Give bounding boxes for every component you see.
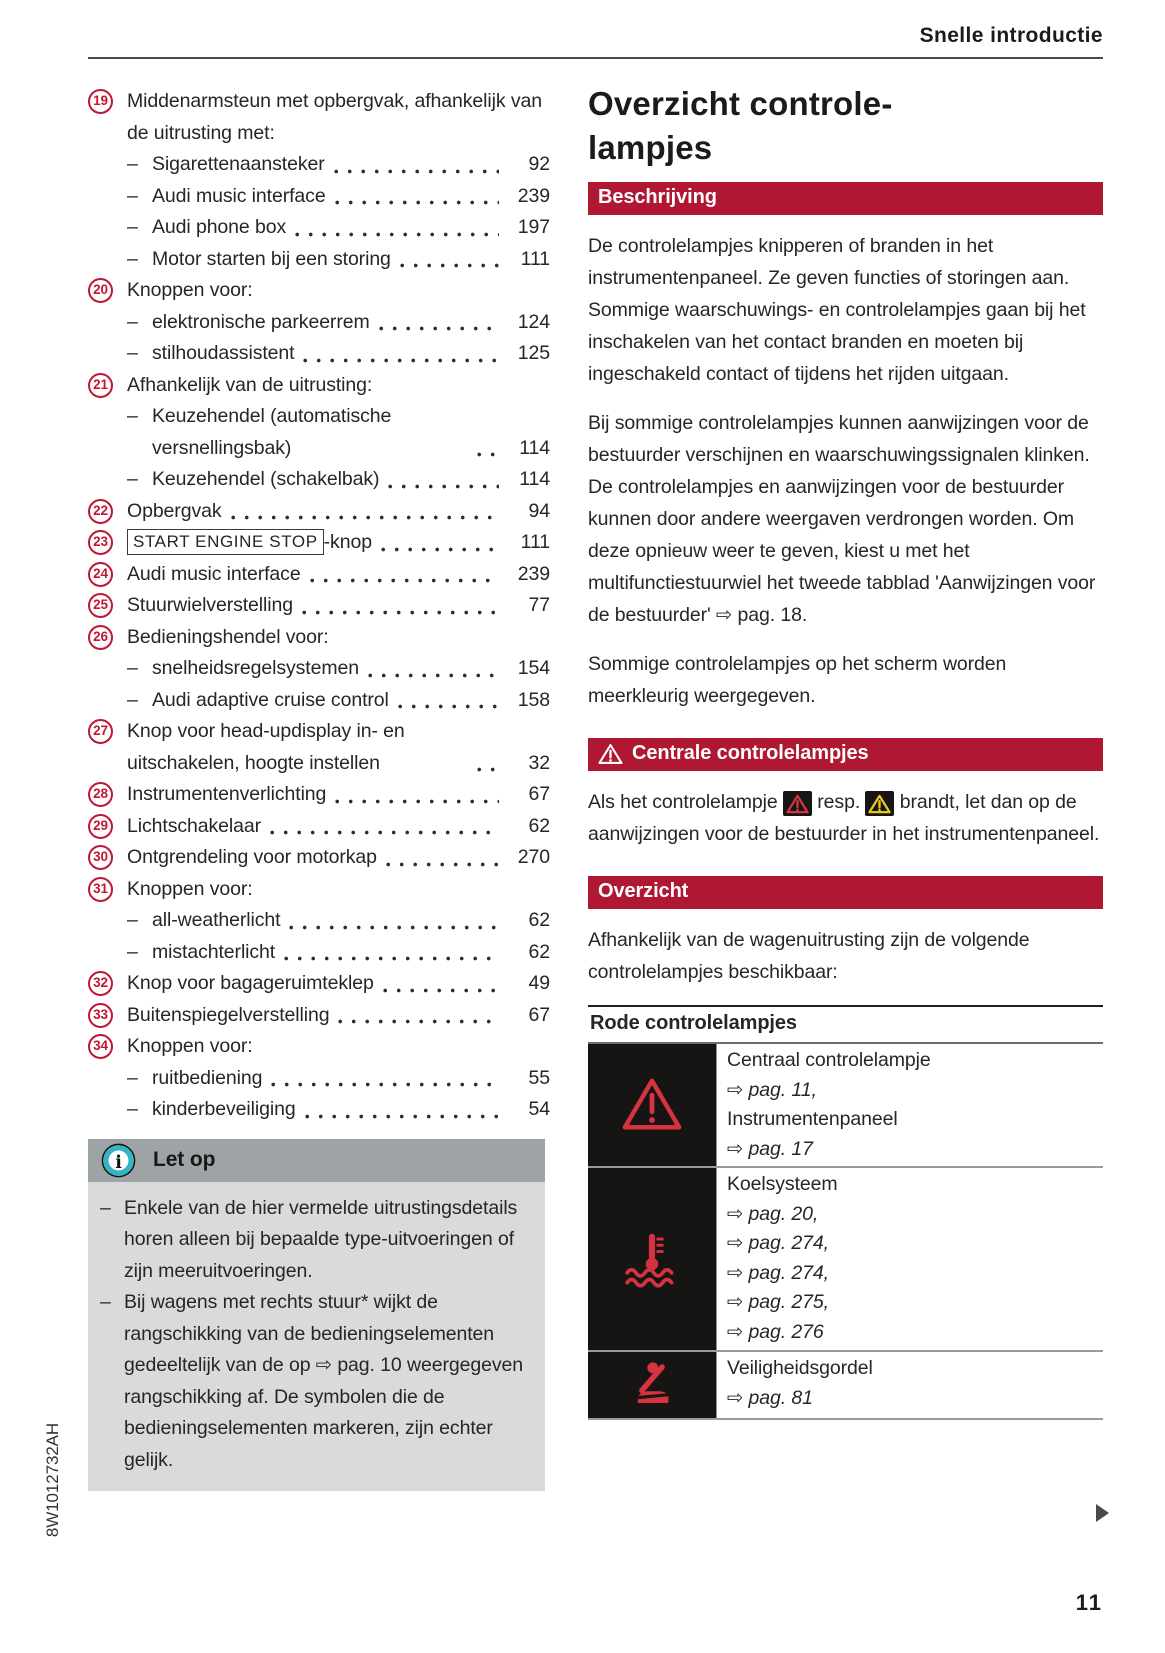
toc-item bbox=[88, 968, 550, 1000]
leader-dots bbox=[289, 924, 499, 931]
leader-dots bbox=[295, 231, 499, 238]
entry-label: Sigarettenaansteker bbox=[152, 153, 325, 175]
toc-sub-item bbox=[88, 401, 550, 464]
note-bullet bbox=[100, 1193, 533, 1288]
toc-item bbox=[88, 1000, 550, 1032]
leader-dots bbox=[303, 357, 499, 364]
page-reference-number: 154 bbox=[517, 657, 550, 679]
leader-dots bbox=[379, 325, 499, 332]
indicator-label: Instrumentenpaneel bbox=[727, 1108, 898, 1130]
item-number-badge: 20 bbox=[88, 278, 113, 303]
svg-text:i: i bbox=[115, 1152, 122, 1173]
item-number-badge: 23 bbox=[88, 530, 113, 555]
page-reference: ⇨ pag. 81 bbox=[727, 1386, 813, 1409]
toc-item bbox=[88, 842, 550, 874]
section-heading-overzicht bbox=[588, 876, 1103, 909]
page-reference-number: 239 bbox=[517, 562, 550, 585]
leader-dots bbox=[381, 546, 499, 553]
paragraph: Afhankelijk van de wagenuitrusting zijn de volgende controlelampjes beschikbaar: bbox=[588, 929, 1030, 983]
toc-item bbox=[88, 590, 550, 622]
page-reference-number: 111 bbox=[520, 531, 550, 553]
article-title bbox=[588, 82, 1103, 170]
document-code: 8W1012732AH bbox=[43, 1422, 62, 1538]
entry-label: Audi music interface bbox=[152, 184, 326, 207]
page-reference: ⇨ pag. 17 bbox=[727, 1137, 813, 1160]
page-number: 11 bbox=[1075, 1590, 1103, 1615]
leader-dots bbox=[398, 703, 499, 710]
page-reference-number: 62 bbox=[528, 909, 550, 931]
toc-sub-item bbox=[88, 1094, 550, 1126]
toc-sub-item bbox=[88, 685, 550, 717]
dash-bullet: – bbox=[127, 1098, 138, 1120]
page-reference-number: 77 bbox=[528, 594, 550, 616]
item-number-badge: 28 bbox=[88, 782, 113, 807]
leader-dots bbox=[310, 577, 499, 584]
seatbelt-indicator-icon bbox=[588, 1352, 717, 1418]
page-reference: ⇨ pag. 274, bbox=[727, 1261, 829, 1284]
page-reference-number: 111 bbox=[520, 247, 550, 270]
leader-dots bbox=[270, 829, 499, 836]
dash-bullet: – bbox=[100, 1291, 111, 1313]
entry-label-suffix: -knop bbox=[323, 531, 372, 553]
entry-label: Bedieningshendel voor: bbox=[127, 625, 329, 648]
warning-triangle-icon bbox=[598, 743, 623, 765]
entry-label: Knop voor bagageruimteklep bbox=[127, 972, 374, 994]
table-row bbox=[588, 1352, 1103, 1420]
start-engine-stop-button-label: START ENGINE STOP bbox=[127, 529, 324, 555]
item-number-badge: 21 bbox=[88, 373, 113, 398]
entry-label: all-weatherlicht bbox=[152, 909, 281, 931]
table-title: Rode controlelampjes bbox=[588, 1007, 1103, 1044]
header-rule bbox=[88, 57, 1103, 59]
entry-label: Knoppen voor: bbox=[127, 1035, 253, 1057]
dash-bullet: – bbox=[127, 468, 138, 490]
entry-label: snelheidsregelsystemen bbox=[152, 657, 359, 679]
dash-bullet: – bbox=[127, 688, 138, 711]
warning-triangle-indicator-icon bbox=[588, 1044, 717, 1166]
leader-dots bbox=[302, 609, 499, 616]
paragraph-text: resp. bbox=[811, 791, 866, 813]
note-box bbox=[88, 1139, 545, 1492]
entry-label: Motor starten bij een storing bbox=[152, 247, 391, 270]
paragraph: De controlelampjes knipperen of branden in het instrumentenpaneel. Ze geven functies of storingen aan. Sommige waarschuwings- en controlelampjes gaan bij het inschakelen van het contact branden en moeten bij ingeschakeld contact of tijdens het rijden uitgaan. bbox=[588, 235, 1086, 385]
toc-item bbox=[88, 779, 550, 811]
page-reference: ⇨ pag. 11, bbox=[727, 1078, 817, 1101]
table-cell-text bbox=[717, 1044, 1103, 1166]
entry-label: Stuurwielverstelling bbox=[127, 594, 293, 616]
item-number-badge: 30 bbox=[88, 845, 113, 870]
entry-label: ruitbediening bbox=[152, 1066, 263, 1089]
page-reference-number: 124 bbox=[517, 310, 550, 333]
toc-sub-item bbox=[88, 1063, 550, 1095]
entry-label: Afhankelijk van de uitrusting: bbox=[127, 373, 373, 396]
toc-item bbox=[88, 496, 550, 528]
page-reference: ⇨ pag. 276 bbox=[727, 1320, 824, 1343]
toc-sub-item bbox=[88, 653, 550, 685]
item-number-badge: 24 bbox=[88, 562, 113, 587]
entry-label: Audi adaptive cruise control bbox=[152, 688, 389, 711]
note-title: Let op bbox=[153, 1148, 216, 1171]
info-icon bbox=[101, 1143, 136, 1178]
entry-label: kinderbeveiliging bbox=[152, 1098, 296, 1120]
entry-label: Keuzehendel (schakelbak) bbox=[152, 468, 380, 490]
entry-label: Knoppen voor: bbox=[127, 877, 253, 900]
entry-label bbox=[127, 527, 372, 559]
page-reference-number: 54 bbox=[528, 1098, 550, 1120]
note-body bbox=[88, 1182, 545, 1492]
page-reference-number: 67 bbox=[528, 783, 550, 805]
dash-bullet: – bbox=[127, 310, 138, 333]
page-reference: ⇨ pag. 275, bbox=[727, 1291, 829, 1313]
article-title-line1: Overzicht controle- bbox=[588, 85, 893, 122]
page-reference-number: 197 bbox=[517, 216, 550, 238]
toc-item bbox=[88, 716, 550, 779]
item-number-badge: 27 bbox=[88, 719, 113, 744]
indicator-label: Centraal controlelampje bbox=[727, 1049, 931, 1071]
leader-dots bbox=[386, 861, 499, 868]
paragraph: Bij sommige controlelampjes kunnen aanwijzingen voor de bestuurder verschijnen en waarschuwingssignalen klinken. De controlelampjes en aanwijzingen voor de bestuurder kunnen door andere weergaven verdrongen worden. Om deze opnieuw weer te geven, kiest u met het multifunctiestuurwiel het tweede tabblad 'Aanwijzingen voor de bestuurder' ⇨ pag. 18. bbox=[588, 412, 1096, 626]
dash-bullet: – bbox=[127, 247, 138, 270]
section-heading-label: Centrale controlelampjes bbox=[632, 742, 869, 764]
entry-label: stilhoudassistent bbox=[152, 342, 295, 364]
page-reference-number: 55 bbox=[528, 1066, 550, 1089]
toc-item bbox=[88, 811, 550, 843]
dash-bullet: – bbox=[100, 1196, 111, 1219]
section-heading-centrale-controlelampjes bbox=[588, 738, 1103, 771]
entry-label: Lichtschakelaar bbox=[127, 814, 261, 837]
leader-dots bbox=[231, 514, 500, 521]
page-reference-number: 158 bbox=[517, 688, 550, 711]
item-number-badge: 32 bbox=[88, 971, 113, 996]
toc-sub-item bbox=[88, 307, 550, 339]
toc-item bbox=[88, 275, 550, 307]
dash-bullet: – bbox=[127, 405, 138, 427]
dash-bullet: – bbox=[127, 153, 138, 175]
leader-dots bbox=[335, 199, 499, 206]
entry-label: elektronische parkeerrem bbox=[152, 310, 370, 333]
paragraph bbox=[588, 786, 1103, 850]
note-bullet bbox=[100, 1287, 533, 1476]
entry-label: mistachterlicht bbox=[152, 940, 276, 963]
page-reference-number: 270 bbox=[517, 846, 550, 868]
entry-label: Keuzehendel (automatische versnellingsbak) bbox=[152, 405, 392, 459]
toc-item bbox=[88, 874, 550, 906]
toc-item bbox=[88, 86, 550, 149]
toc-sub-item bbox=[88, 244, 550, 276]
toc-item bbox=[88, 370, 550, 402]
table-cell-text bbox=[717, 1168, 1103, 1350]
item-number-badge: 34 bbox=[88, 1034, 113, 1059]
item-number-badge: 29 bbox=[88, 814, 113, 839]
warning-lights-table bbox=[588, 1005, 1103, 1420]
dash-bullet: – bbox=[127, 184, 138, 207]
leader-dots bbox=[334, 168, 499, 175]
entry-label: Instrumentenverlichting bbox=[127, 783, 327, 805]
note-header bbox=[88, 1139, 545, 1182]
item-number-badge: 22 bbox=[88, 499, 113, 524]
yellow-warning-triangle-icon bbox=[865, 791, 894, 816]
page-reference: ⇨ pag. 20, bbox=[727, 1202, 819, 1225]
leader-dots bbox=[400, 262, 499, 269]
entry-label: Opbergvak bbox=[127, 499, 222, 522]
toc-item bbox=[88, 527, 550, 559]
dash-bullet: – bbox=[127, 940, 138, 963]
leader-dots bbox=[338, 1018, 499, 1025]
table-row bbox=[588, 1168, 1103, 1352]
toc-sub-item bbox=[88, 937, 550, 969]
item-number-badge: 19 bbox=[88, 89, 113, 114]
leader-dots bbox=[305, 1113, 499, 1120]
page-reference-number: 49 bbox=[528, 972, 550, 994]
red-warning-triangle-icon bbox=[783, 791, 812, 816]
paragraph-text: Als het controlelampje bbox=[588, 791, 783, 813]
section-heading-beschrijving bbox=[588, 182, 1103, 215]
entry-label: Knoppen voor: bbox=[127, 279, 253, 301]
article-column bbox=[588, 82, 1103, 1420]
leader-dots bbox=[271, 1081, 499, 1088]
page-reference: ⇨ pag. 274, bbox=[727, 1232, 829, 1254]
dash-bullet: – bbox=[127, 216, 138, 238]
page-reference-number: 125 bbox=[517, 342, 550, 364]
leader-dots bbox=[284, 955, 499, 962]
toc-list bbox=[88, 86, 550, 1491]
toc-item bbox=[88, 559, 550, 591]
toc-sub-item bbox=[88, 338, 550, 370]
toc-sub-item bbox=[88, 905, 550, 937]
table-cell-text bbox=[717, 1352, 1103, 1418]
paragraph: Sommige controlelampjes op het scherm worden meerkleurig weergegeven. bbox=[588, 653, 1007, 707]
page-reference-number: 62 bbox=[528, 940, 550, 963]
dash-bullet: – bbox=[127, 342, 138, 364]
coolant-temperature-indicator-icon bbox=[588, 1168, 717, 1350]
item-number-badge: 25 bbox=[88, 593, 113, 618]
entry-label: Knop voor head-updisplay in- en uitschakelen, hoogte instellen bbox=[127, 720, 405, 774]
page-reference-number: 94 bbox=[528, 499, 550, 522]
leader-dots bbox=[335, 798, 499, 805]
leader-dots bbox=[388, 483, 499, 490]
dash-bullet: – bbox=[127, 909, 138, 931]
page-reference-number: 114 bbox=[519, 436, 550, 459]
entry-label: Audi music interface bbox=[127, 562, 301, 585]
table-row bbox=[588, 1044, 1103, 1168]
page-reference-number: 32 bbox=[528, 751, 550, 774]
item-number-badge: 31 bbox=[88, 877, 113, 902]
indicator-label: Koelsysteem bbox=[727, 1173, 838, 1195]
toc-item bbox=[88, 622, 550, 654]
section-heading-label: Overzicht bbox=[598, 880, 689, 902]
leader-dots bbox=[368, 672, 499, 679]
page-reference-number: 114 bbox=[519, 468, 550, 490]
toc-sub-item bbox=[88, 181, 550, 213]
dash-bullet: – bbox=[127, 657, 138, 679]
leader-dots bbox=[477, 451, 499, 458]
entry-label: Buitenspiegelverstelling bbox=[127, 1003, 330, 1026]
entry-label: Ontgrendeling voor motorkap bbox=[127, 846, 377, 868]
toc-item bbox=[88, 1031, 550, 1063]
page-reference-number: 62 bbox=[528, 814, 550, 837]
indicator-label: Veiligheidsgordel bbox=[727, 1357, 873, 1379]
toc-sub-item bbox=[88, 464, 550, 496]
paragraph-text: brandt, let dan op de aanwijzingen voor de bestuurder in het instrumentenpaneel. bbox=[588, 791, 1100, 845]
section-heading-label: Beschrijving bbox=[598, 186, 717, 208]
continuation-arrow-icon bbox=[1096, 1504, 1109, 1522]
toc-sub-item bbox=[88, 212, 550, 244]
page-reference-number: 239 bbox=[517, 184, 550, 207]
page-reference-number: 92 bbox=[528, 153, 550, 175]
item-number-badge: 26 bbox=[88, 625, 113, 650]
toc-sub-item bbox=[88, 149, 550, 181]
page-reference-number: 67 bbox=[528, 1003, 550, 1026]
entry-label: Middenarmsteun met opbergvak, afhankelijk van de uitrusting met: bbox=[127, 90, 542, 144]
entry-label: Audi phone box bbox=[152, 216, 287, 238]
item-number-badge: 33 bbox=[88, 1003, 113, 1028]
note-bullet-text: Enkele van de hier vermelde uitrustingsdetails horen alleen bij bepaalde type-uitvoeringen of zijn meeruitvoeringen. bbox=[124, 1196, 518, 1282]
leader-dots bbox=[477, 766, 499, 773]
article-title-line2: lampjes bbox=[588, 129, 713, 166]
dash-bullet: – bbox=[127, 1066, 138, 1089]
page-header: Snelle introductie bbox=[919, 24, 1103, 47]
leader-dots bbox=[383, 987, 499, 994]
note-bullet-text: Bij wagens met rechts stuur* wijkt de rangschikking van de bedieningselementen gedeeltelijk van de op ⇨ pag. 10 weergegeven rangschikking af. De symbolen die de bedieningselementen markeren, zijn echter gelijk. bbox=[124, 1291, 523, 1471]
